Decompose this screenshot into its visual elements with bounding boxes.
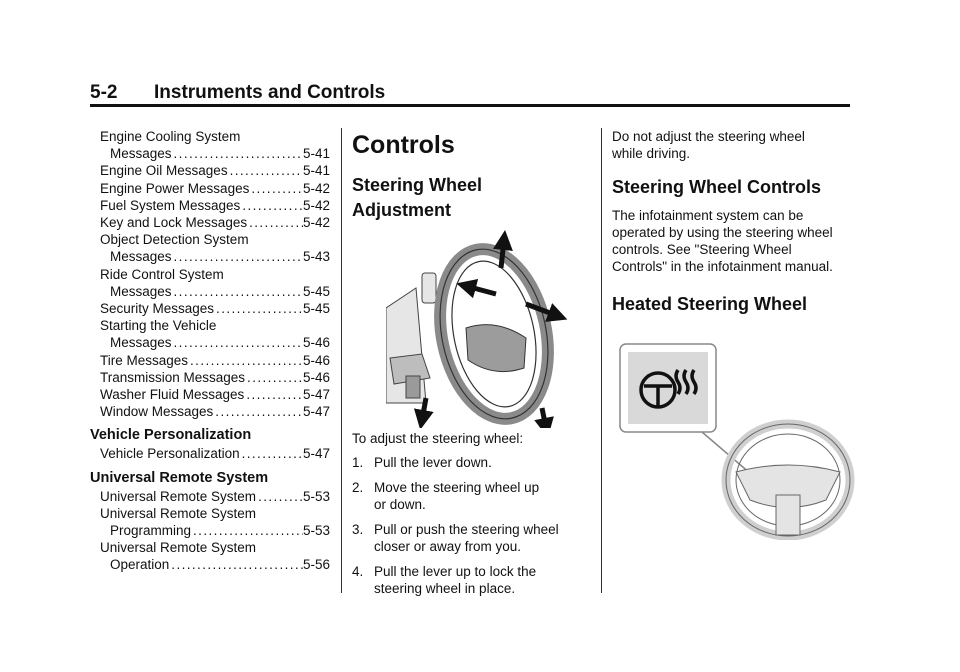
toc-section-heading: Vehicle Personalization — [90, 427, 252, 444]
swc-text: The infotainment system can be operated by using the steering wheel controls. See "Steering Wheel Controls" in the infotainment manual. — [612, 208, 833, 274]
chapter-title: Instruments and Controls — [154, 82, 386, 103]
toc-entry[interactable]: Starting the Vehicle Messages ..... 5-46 — [90, 317, 330, 351]
toc-entry[interactable]: Universal Remote System ..... 5-53 — [90, 488, 330, 505]
list-item: 3. Pull or push the steering wheel closer or away from you. — [352, 522, 559, 554]
heated-steering-wheel-illustration — [616, 340, 856, 540]
toc-entry[interactable]: Engine Cooling System Messages ..... 5-41 — [90, 128, 330, 162]
intro-text: To adjust the steering wheel: — [352, 431, 524, 446]
toc-entry[interactable]: Fuel System Messages ..... 5-42 — [90, 197, 330, 214]
list-item: 2. Move the steering wheel up or down. — [352, 480, 540, 512]
column-divider — [341, 128, 342, 593]
toc-entry[interactable]: Security Messages ..... 5-45 — [90, 300, 330, 317]
page-number: 5-2 — [90, 82, 118, 103]
toc-entry[interactable]: Universal Remote System Operation ..... 5-56 — [90, 539, 330, 573]
toc-entry[interactable]: Engine Oil Messages ..... 5-41 — [90, 162, 330, 179]
toc-entry[interactable]: Tire Messages ..... 5-46 — [90, 352, 330, 369]
toc-entry[interactable]: Transmission Messages ..... 5-46 — [90, 369, 330, 386]
subsection-heading: Heated Steering Wheel — [612, 294, 808, 314]
right-column — [612, 128, 852, 315]
header-rule — [90, 104, 850, 107]
steps-list — [352, 454, 592, 605]
toc-entry[interactable]: Key and Lock Messages ..... 5-42 — [90, 214, 330, 231]
toc-section-heading: Universal Remote System — [90, 469, 269, 486]
toc-entry[interactable]: Ride Control System Messages ..... 5-45 — [90, 266, 330, 300]
toc-column — [90, 128, 330, 574]
subsection-heading: Steering Wheel Controls — [612, 177, 822, 197]
steering-wheel — [726, 424, 850, 536]
list-item: 1. Pull the lever down. — [352, 455, 492, 470]
list-item: 4. Pull the lever up to lock the steering wheel in place. — [352, 564, 537, 596]
toc-entry[interactable]: Object Detection System Messages ..... 5-43 — [90, 231, 330, 265]
column-divider — [601, 128, 602, 593]
warning-text: Do not adjust the steering wheel while driving. — [612, 129, 805, 161]
subsection-heading: Steering Wheel Adjustment — [352, 175, 483, 220]
controls-column — [352, 128, 592, 596]
toc-entry[interactable]: Vehicle Personalization ..... 5-47 — [90, 445, 330, 462]
section-heading: Controls — [352, 131, 455, 159]
toc-entry[interactable]: Engine Power Messages ..... 5-42 — [90, 180, 330, 197]
steering-wheel — [425, 239, 562, 428]
toc-entry[interactable]: Window Messages ..... 5-47 — [90, 403, 330, 420]
steering-wheel-adjustment-illustration — [386, 228, 586, 428]
toc-entry[interactable]: Universal Remote System Programming ..... 5-53 — [90, 505, 330, 539]
toc-entry[interactable]: Washer Fluid Messages ..... 5-47 — [90, 386, 330, 403]
